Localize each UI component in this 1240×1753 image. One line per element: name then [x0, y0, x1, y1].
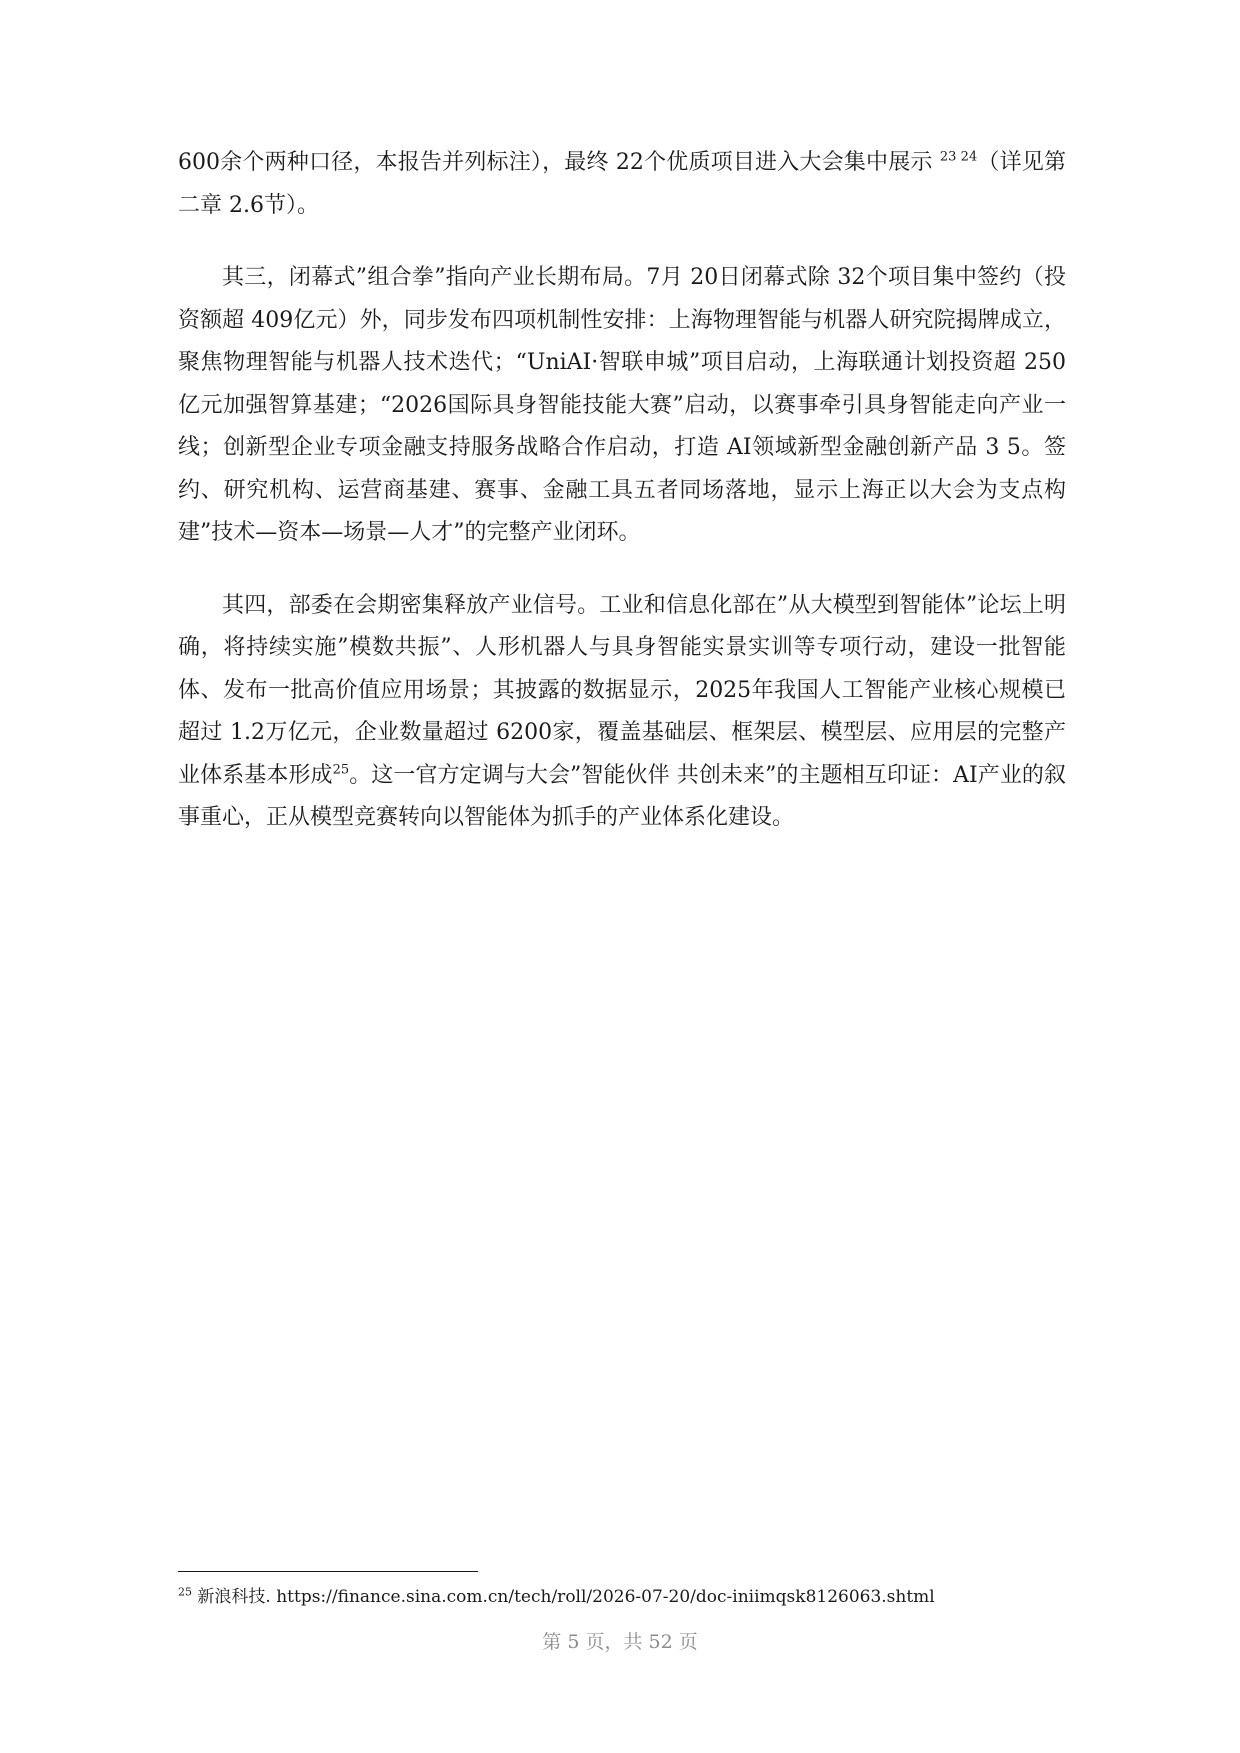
paragraph-fourth: [178, 585, 1066, 840]
paragraph-continuation: [178, 142, 1066, 227]
footnote-number: 25: [178, 1585, 192, 1599]
footnote: [178, 1585, 1078, 1609]
paragraph-text: 其四，部委在会期密集释放产业信号。工业和信息化部在”从大模型到智能体”论坛上明确，将持续实施”模数共振”、人形机器人与具身智能实景实训等专项行动，建设一批智能体、发布一批高价值应用场景；其披露的数据显示，2025年我国人工智能产业核心规模已超过 1.2万亿元，企业数量超过 6200家，覆盖基础层、框架层、模型层、应用层的完整产业体系基本形成: [178, 592, 1066, 788]
body-text: [178, 142, 1066, 870]
page-number: 第 5 页，共 52 页: [542, 1631, 698, 1653]
footnote-divider: [178, 1571, 478, 1572]
paragraph-text: 其三，闭幕式”组合拳”指向产业长期布局。7月 20日闭幕式除 32个项目集中签约（投资额超 409亿元）外，同步发布四项机制性安排：上海物理智能与机器人研究院揭牌成立，聚焦物理智能与机器人技术迭代；“UniAI·智联申城”项目启动，上海联通计划投资超 250亿元加强智算基建；“2026国际具身智能技能大赛”启动，以赛事牵引具身智能走向产业一线；创新型企业专项金融支持服务战略合作启动，打造 AI领域新型金融创新产品 3 5。签约、研究机构、运营商基建、赛事、金融工具五者同场落地，显示上海正以大会为支点构建”技术—资本—场景—人才”的完整产业闭环。: [178, 265, 1066, 545]
paragraph-third: [178, 257, 1066, 555]
paragraph-text: （详见第二章 2.6节）。: [178, 150, 1067, 218]
paragraph-text: 。这一官方定调与大会”智能伙伴 共创未来”的主题相互印证：AI产业的叙事重心，正从模型竞赛转向以智能体为抓手的产业体系化建设。: [178, 762, 1066, 830]
citation-superscript[interactable]: 25: [332, 762, 350, 778]
paragraph-text: 600余个两种口径，本报告并列标注），最终 22个优质项目进入大会集中展示: [178, 150, 933, 175]
footnote-text[interactable]: 新浪科技. https://finance.sina.com.cn/tech/roll/2026-07-20/doc-iniimqsk8126063.shtml: [197, 1587, 935, 1607]
citation-superscript[interactable]: 23 24: [939, 149, 978, 165]
